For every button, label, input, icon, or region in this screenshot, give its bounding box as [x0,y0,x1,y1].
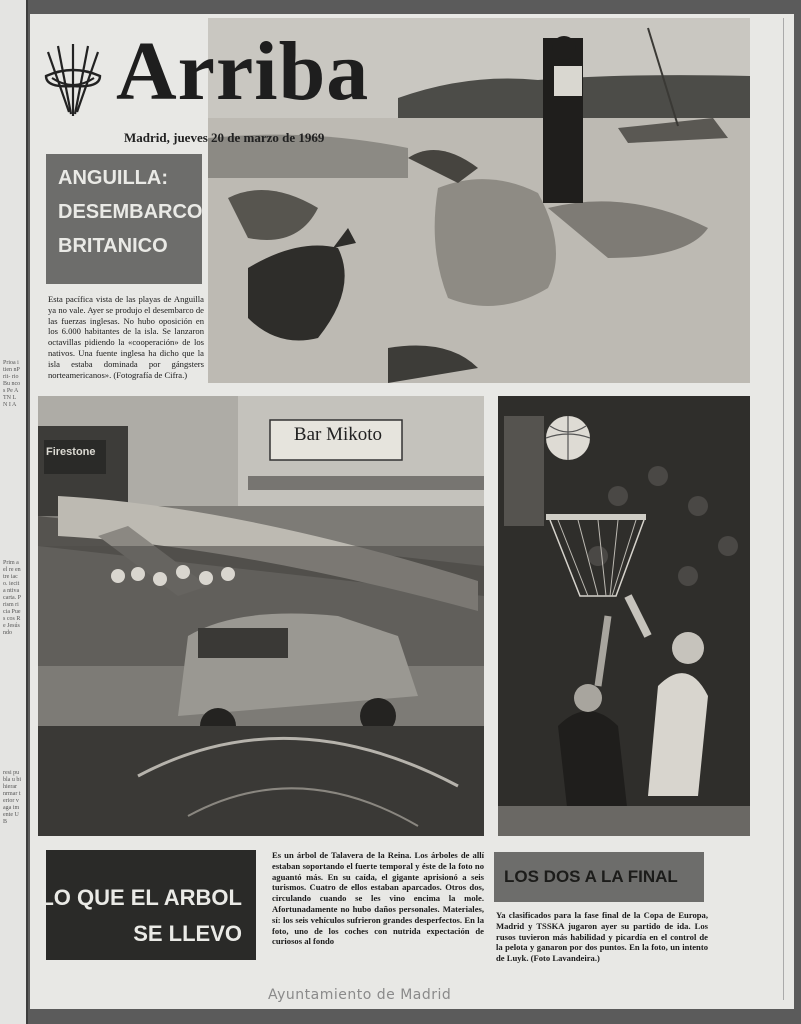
watermark: Ayuntamiento de Madrid [268,987,452,1003]
arbol-headline-line-1: LO QUE EL ARBOL [40,885,242,910]
fallen-tree-photo [38,396,484,836]
anguilla-headline-line-2: DESEMBARCO [58,201,203,223]
final-caption: Ya clasificados para la fase final de la Copa de Europa, Madrid y TSSKA jugaron ayer su partido de ida. Los rusos tuvieron más habilidad y picardía en el control de la pelota y ganaron por dos puntos. En la foto, un intento de Luyk. (Foto Lavandeira.) [496,910,708,964]
adjacent-page-text-3: resi publa u bi hierar nrmar terior vaga imente UB [3,770,21,825]
station-sign-text: Firestone [46,446,96,458]
adjacent-page-text-2: Prim a el re entre iaco. iecita ntiva carta. Prism ricia Pues cos Re Jesús ndo [3,560,21,636]
final-headline-box [494,852,704,902]
arbol-caption: Es un árbol de Talavera de la Reina. Los árboles de allí estaban soportando el fuerte temporal y éste de la foto no aguantó más. En su caída, el gigante aprisionó a seis turismos. Cuatro de ellos estaban aparcados. Otros dos, circulando cuando se les vino encima la mole. Afortunadamente no hubo daños personales. Materiales, sí: los seis vehículos sufrieron grandes desperfectos. En la foto, uno de los coches con nutrida expectación de curiosos al fondo [272,850,484,947]
arbol-headline-box [40,850,256,960]
adjacent-page-strip [0,0,28,1024]
anguilla-headline-line-3: BRITANICO [58,235,168,257]
final-headline: LOS DOS A LA FINAL [504,867,678,886]
newspaper-page [30,14,794,1009]
dateline: Madrid, jueves 20 de marzo de 1969 [124,130,325,145]
anguilla-caption: Esta pacífica vista de las playas de Anguilla ya no vale. Ayer se produjo el desembarco de las fuerzas inglesas. No hubo oposición en los 6.000 habitantes de la isla. Se lanzaron octavillas pidiendo la «cooperación» de los nativos. Una fuente inglesa ha dicho que la isla estaba dominada por gángsters norteamericanos». (Fotografía de Cifra.) [48,294,204,380]
newspaper-title: Arriba [116,25,370,118]
anguilla-headline-line-1: ANGUILLA: [58,167,168,189]
masthead [38,18,370,148]
yoke-and-arrows-emblem [44,42,102,118]
basketball-photo [498,396,750,836]
arbol-headline-line-2: SE LLEVO [133,921,242,946]
anguilla-headline-box [46,154,202,284]
adjacent-page-text-1: Prioa i tien nPrit- rio Bu ncos Pe A TN L N I A [3,360,21,408]
bar-sign-text: Bar Mikoto [293,424,383,445]
